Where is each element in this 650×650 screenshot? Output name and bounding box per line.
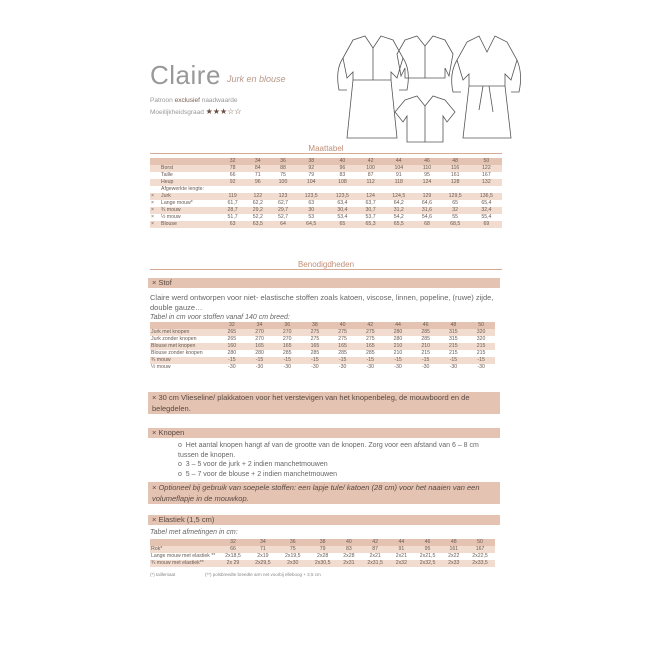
table-cell: 124 bbox=[358, 193, 383, 200]
table-cell: 285 bbox=[365, 350, 375, 356]
table-cell: 79 bbox=[308, 172, 315, 178]
row-marker: × bbox=[150, 221, 160, 228]
table-row bbox=[150, 560, 495, 567]
table-cell: 123 bbox=[270, 193, 295, 200]
table-cell: 320 bbox=[476, 336, 486, 342]
fabric-bar: × Stof bbox=[148, 278, 500, 288]
size-table-body bbox=[150, 165, 502, 228]
table-cell: 280 bbox=[255, 350, 264, 356]
fabric-table-caption: Tabel in cm voor stoffen vanaf 140 cm breed: bbox=[150, 314, 290, 321]
table-cell: 265 bbox=[227, 336, 237, 342]
table-cell: 66 bbox=[218, 546, 248, 553]
table-cell: 165 bbox=[356, 343, 384, 350]
table-cell: 270 bbox=[273, 329, 301, 336]
garment-sketches-illustration bbox=[325, 30, 525, 150]
table-cell: 63 bbox=[220, 221, 245, 228]
table-cell: 64,2 bbox=[393, 200, 404, 206]
table-row bbox=[150, 343, 495, 350]
table-row bbox=[150, 364, 495, 371]
table-cell: 167 bbox=[465, 546, 495, 553]
table-cell: -30 bbox=[421, 364, 430, 370]
table-cell: 31,6 bbox=[414, 207, 439, 214]
table-cell: -30 bbox=[255, 364, 264, 370]
elastic-table bbox=[150, 539, 495, 567]
table-cell: 63 bbox=[308, 200, 315, 206]
divider bbox=[150, 269, 502, 270]
table-cell: 96 bbox=[245, 179, 270, 186]
table-cell: -15 bbox=[273, 357, 301, 364]
table-cell: 161 bbox=[450, 172, 460, 178]
row-label: Rok* bbox=[150, 546, 218, 553]
table-cell: 83 bbox=[338, 546, 361, 553]
table-row bbox=[150, 329, 495, 336]
blouse-sketch-short-sleeve bbox=[395, 96, 455, 142]
table-cell: -30 bbox=[338, 364, 347, 370]
table-row bbox=[150, 214, 502, 221]
table-cell bbox=[358, 186, 383, 193]
row-marker bbox=[150, 172, 160, 179]
table-cell: 63,4 bbox=[337, 200, 348, 206]
table-cell: 275 bbox=[356, 329, 384, 336]
table-cell: 275 bbox=[365, 336, 375, 342]
table-cell: 165 bbox=[246, 343, 274, 350]
table-cell: 129,5 bbox=[440, 193, 471, 200]
table-cell: 2x22 bbox=[448, 553, 460, 559]
elastic-caption: Tabel met afmetingen in cm: bbox=[150, 529, 238, 536]
row-marker bbox=[150, 165, 160, 172]
table-cell: 30,7 bbox=[358, 207, 383, 214]
elastic-bar: × Elastiek (1,5 cm) bbox=[148, 515, 500, 525]
table-cell: 119 bbox=[220, 193, 245, 200]
table-cell: 210 bbox=[393, 350, 403, 356]
table-cell: 95 bbox=[413, 546, 443, 553]
table-cell: 280 bbox=[393, 336, 403, 342]
table-cell: 92 bbox=[220, 179, 245, 186]
table-cell: -30 bbox=[311, 364, 319, 370]
table-cell: 108 bbox=[327, 179, 358, 186]
row-label: Borst bbox=[160, 165, 220, 172]
table-cell: 28,7 bbox=[220, 207, 245, 214]
table-cell bbox=[440, 186, 471, 193]
table-cell: 92 bbox=[296, 165, 327, 172]
table-cell: -30 bbox=[449, 364, 458, 370]
table-cell: 270 bbox=[282, 336, 292, 342]
table-cell: 129 bbox=[414, 193, 439, 200]
table-cell: -15 bbox=[329, 357, 357, 364]
table-cell: 112 bbox=[358, 179, 383, 186]
table-cell: 75 bbox=[280, 172, 286, 178]
table-cell: 215 bbox=[476, 350, 486, 356]
table-cell: 68 bbox=[414, 221, 439, 228]
row-marker: × bbox=[151, 200, 155, 206]
table-cell: 2x31,5 bbox=[360, 560, 390, 567]
table-cell: 71 bbox=[254, 172, 261, 178]
table-cell: 53,7 bbox=[365, 214, 376, 220]
table-cell bbox=[245, 186, 270, 193]
elastic-table-header-row: 32 34 36 38 40 42 44 46 48 50 bbox=[150, 539, 495, 546]
table-cell: 69 bbox=[471, 221, 502, 228]
table-cell: 270 bbox=[255, 336, 264, 342]
table-cell: -15 bbox=[384, 357, 412, 364]
table-cell: 54,2 bbox=[393, 214, 404, 220]
table-row bbox=[150, 200, 502, 207]
table-row bbox=[150, 207, 502, 214]
footnote-left: (*) taillemaat bbox=[150, 572, 176, 577]
table-cell: 71 bbox=[248, 546, 278, 553]
table-cell: 2x19 bbox=[257, 553, 269, 559]
row-marker bbox=[150, 186, 160, 193]
table-row bbox=[150, 350, 495, 357]
table-cell: 32,4 bbox=[471, 207, 502, 214]
table-row bbox=[150, 221, 502, 228]
difficulty-stars-icon: ★★★☆☆ bbox=[205, 107, 242, 116]
table-cell: 29,2 bbox=[245, 207, 270, 214]
table-cell: 68,5 bbox=[440, 221, 471, 228]
table-cell: 2x19,5 bbox=[284, 553, 301, 559]
table-cell: 66 bbox=[229, 172, 236, 178]
table-cell: 210 bbox=[412, 343, 440, 350]
table-cell: 84 bbox=[245, 165, 270, 172]
row-label: ½ mouw bbox=[161, 214, 181, 220]
table-cell: 270 bbox=[246, 329, 274, 336]
row-label: Jurk zonder knopen bbox=[151, 336, 197, 342]
table-cell bbox=[383, 186, 414, 193]
table-cell: 165 bbox=[273, 343, 301, 350]
difficulty-row: Moeilijkheidsgraad ★★★☆☆ bbox=[150, 107, 242, 116]
table-cell: 275 bbox=[310, 336, 320, 342]
table-cell: 63,5 bbox=[245, 221, 270, 228]
table-cell: -30 bbox=[394, 364, 402, 370]
row-label: Blouse met knopen bbox=[150, 343, 218, 350]
table-row bbox=[150, 165, 502, 172]
table-cell bbox=[414, 186, 439, 193]
table-cell: 124 bbox=[414, 179, 439, 186]
table-cell: 161 bbox=[443, 546, 466, 553]
table-cell: 215 bbox=[421, 350, 430, 356]
table-cell: -15 bbox=[412, 357, 440, 364]
table-cell: 167 bbox=[482, 172, 491, 178]
table-cell: 275 bbox=[329, 329, 357, 336]
table-cell: 65 bbox=[327, 221, 358, 228]
table-cell: 53 bbox=[308, 214, 315, 220]
table-cell: 2x28 bbox=[343, 553, 355, 559]
table-row bbox=[150, 179, 502, 186]
footnote-right: (**) polsbreedte breedte arm net voorbij elleboog + 3,5 cm bbox=[205, 572, 321, 577]
row-label: Afgewerkte lengte: bbox=[161, 186, 204, 192]
table-cell: 52,7 bbox=[277, 214, 289, 220]
list-item: o 3 – 5 voor de jurk + 2 indien manchetmouwen bbox=[178, 461, 328, 468]
table-row bbox=[150, 357, 495, 364]
elastic-table-body bbox=[150, 546, 495, 567]
table-cell: 2x33,5 bbox=[465, 560, 495, 567]
table-cell: -15 bbox=[218, 357, 246, 364]
table-cell: 53,4 bbox=[337, 214, 348, 220]
table-cell: -15 bbox=[356, 357, 384, 364]
row-label: Jurk bbox=[160, 193, 220, 200]
table-cell: 30 bbox=[296, 207, 327, 214]
table-cell: 88 bbox=[270, 165, 295, 172]
blouse-sketch-top bbox=[397, 36, 453, 78]
table-cell: 215 bbox=[449, 350, 458, 356]
size-table bbox=[150, 158, 502, 228]
fabric-table-header-row: 32 34 36 38 40 42 44 46 48 50 bbox=[150, 322, 495, 329]
table-cell: 110 bbox=[414, 165, 439, 172]
table-cell: 87 bbox=[360, 546, 390, 553]
row-label: Blouse zonder knopen bbox=[151, 350, 203, 356]
table-cell: 2x33 bbox=[443, 560, 466, 567]
table-cell: -15 bbox=[246, 357, 274, 364]
table-cell: -30 bbox=[228, 364, 236, 370]
table-cell: 123,5 bbox=[327, 193, 358, 200]
table-cell: 64 bbox=[270, 221, 295, 228]
table-cell: 78 bbox=[220, 165, 245, 172]
table-cell: 285 bbox=[282, 350, 292, 356]
size-table-heading: Maattabel bbox=[308, 144, 344, 153]
row-label: ¾ mouw met elastiek** bbox=[150, 560, 218, 567]
table-cell: 124,5 bbox=[383, 193, 414, 200]
table-cell: 30,4 bbox=[327, 207, 358, 214]
dress-sketch-back bbox=[452, 36, 521, 138]
table-cell: 54,6 bbox=[421, 214, 433, 220]
table-cell: 165 bbox=[329, 343, 357, 350]
table-cell: 215 bbox=[467, 343, 495, 350]
table-cell: 215 bbox=[440, 343, 468, 350]
table-cell: 29,7 bbox=[270, 207, 295, 214]
size-table-header-row: 32 34 36 38 40 42 44 46 48 50 bbox=[150, 158, 502, 165]
table-cell: 62,2 bbox=[252, 200, 263, 206]
fabric-table-body bbox=[150, 329, 495, 371]
table-cell: 79 bbox=[308, 546, 338, 553]
table-cell: 2x21 bbox=[395, 553, 407, 559]
table-cell: -30 bbox=[477, 364, 485, 370]
table-cell: 75 bbox=[278, 546, 308, 553]
table-cell: 83 bbox=[339, 172, 346, 178]
table-cell: 100 bbox=[358, 165, 383, 172]
table-cell: 2x32,5 bbox=[413, 560, 443, 567]
row-label: ¾ mouw bbox=[150, 357, 218, 364]
table-cell bbox=[220, 186, 245, 193]
table-cell: 96 bbox=[327, 165, 358, 172]
table-cell bbox=[471, 186, 502, 193]
table-cell: 122 bbox=[245, 193, 270, 200]
table-cell: 63,7 bbox=[365, 200, 376, 206]
table-cell: 320 bbox=[467, 329, 495, 336]
table-cell: 2x18,5 bbox=[225, 553, 241, 559]
fabric-text: Claire werd ontworpen voor niet- elastische stoffen zoals katoen, viscose, linnen, popeline, (ruwe) zijde, double gauze… bbox=[150, 293, 494, 312]
table-cell: -30 bbox=[366, 364, 375, 370]
table-cell: 280 bbox=[384, 329, 412, 336]
optional-bar: × Optioneel bij gebruik van soepele stoffen: een lapje tule/ katoen (28 cm) voor het naaien van een volumeflapje in de mouwkop. bbox=[148, 482, 500, 504]
list-item: o Het aantal knopen hangt af van de grootte van de knopen. Zorg voor een afstand van 6 – 8 cm tussen de knopen. bbox=[178, 442, 479, 459]
pattern-note: Patroon exclusief naadwaarde bbox=[150, 97, 238, 104]
table-cell: 2x30 bbox=[278, 560, 308, 567]
table-cell: -15 bbox=[440, 357, 468, 364]
page-title: Claire bbox=[150, 60, 221, 90]
row-marker bbox=[150, 179, 160, 186]
table-cell: 2x30,5 bbox=[308, 560, 338, 567]
table-cell: 64,5 bbox=[296, 221, 327, 228]
table-cell: 55 bbox=[452, 214, 459, 220]
divider bbox=[150, 153, 502, 154]
table-cell: 285 bbox=[310, 350, 320, 356]
table-cell: 65,4 bbox=[481, 200, 492, 206]
table-cell: 65 bbox=[452, 200, 459, 206]
table-cell: 61,7 bbox=[227, 200, 238, 206]
table-cell: 132 bbox=[471, 179, 502, 186]
table-cell: 118 bbox=[383, 179, 414, 186]
table-cell: 55,4 bbox=[481, 214, 492, 220]
table-cell bbox=[270, 186, 295, 193]
table-cell: 65,5 bbox=[383, 221, 414, 228]
table-cell: 315 bbox=[440, 329, 468, 336]
table-cell: 128 bbox=[440, 179, 471, 186]
row-label: ½ mouw bbox=[151, 364, 171, 370]
table-cell: 32 bbox=[440, 207, 471, 214]
table-cell: -15 bbox=[467, 357, 495, 364]
table-row bbox=[150, 186, 502, 193]
fabric-table bbox=[150, 322, 495, 371]
page-subtitle: Jurk en blouse bbox=[227, 74, 286, 84]
table-cell: 51,7 bbox=[227, 214, 238, 220]
table-cell: 275 bbox=[338, 336, 347, 342]
buttons-list bbox=[178, 441, 498, 479]
row-label: Lange mouw* bbox=[161, 200, 193, 206]
row-marker: × bbox=[150, 207, 160, 214]
table-cell: 123,5 bbox=[296, 193, 327, 200]
table-cell: 2x21,5 bbox=[419, 553, 436, 559]
table-cell: 136,5 bbox=[471, 193, 502, 200]
table-row bbox=[150, 336, 495, 343]
interfacing-bar: × 30 cm Vlieseline/ plakkatoen voor het verstevigen van het knopenbeleg, de mouwboord en de belegdelen. bbox=[148, 392, 500, 414]
row-label: Lange mouw met elastiek ** bbox=[151, 553, 216, 559]
table-cell: 91 bbox=[395, 172, 402, 178]
table-row bbox=[150, 172, 502, 179]
table-cell: 315 bbox=[449, 336, 458, 342]
row-label: Taille bbox=[161, 172, 173, 178]
row-label: Blouse bbox=[160, 221, 220, 228]
table-cell: 2x28 bbox=[317, 553, 329, 559]
table-row bbox=[150, 193, 502, 200]
table-cell: 2x31 bbox=[338, 560, 361, 567]
table-row bbox=[150, 553, 495, 560]
table-cell: 31,2 bbox=[383, 207, 414, 214]
table-cell: 210 bbox=[384, 343, 412, 350]
table-cell bbox=[327, 186, 358, 193]
table-cell: 91 bbox=[390, 546, 413, 553]
table-cell: 2x32 bbox=[390, 560, 413, 567]
row-marker: × bbox=[151, 214, 155, 220]
table-cell: 165 bbox=[301, 343, 329, 350]
row-label: Heup bbox=[160, 179, 220, 186]
table-cell: 116 bbox=[440, 165, 471, 172]
table-cell: 2x29,5 bbox=[248, 560, 278, 567]
table-cell: -30 bbox=[283, 364, 291, 370]
table-cell: 265 bbox=[218, 329, 246, 336]
table-cell: 104 bbox=[296, 179, 327, 186]
table-cell: 2x22,5 bbox=[472, 553, 488, 559]
table-cell bbox=[296, 186, 327, 193]
table-cell: 65,3 bbox=[358, 221, 383, 228]
row-label: Jurk met knopen bbox=[150, 329, 218, 336]
table-cell: 95 bbox=[424, 172, 430, 178]
dress-sketch-front bbox=[338, 36, 409, 138]
buttons-bar: × Knopen bbox=[148, 428, 500, 438]
table-cell: 275 bbox=[301, 329, 329, 336]
table-cell: 2x 29 bbox=[218, 560, 248, 567]
table-cell: 64,6 bbox=[421, 200, 433, 206]
table-cell: 62,7 bbox=[277, 200, 289, 206]
table-cell: 2x21 bbox=[369, 553, 381, 559]
row-marker: × bbox=[150, 193, 160, 200]
table-cell: 285 bbox=[412, 329, 440, 336]
supplies-heading: Benodigdheden bbox=[297, 260, 355, 269]
table-cell: 280 bbox=[227, 350, 237, 356]
table-cell: -15 bbox=[301, 357, 329, 364]
row-label: ¾ mouw bbox=[160, 207, 220, 214]
table-cell: 285 bbox=[421, 336, 430, 342]
table-cell: 52,2 bbox=[252, 214, 263, 220]
table-cell: 100 bbox=[270, 179, 295, 186]
table-cell: 285 bbox=[338, 350, 347, 356]
list-item: o 5 – 7 voor de blouse + 2 indien manchetmouwen bbox=[178, 470, 337, 478]
table-cell: 160 bbox=[218, 343, 246, 350]
table-cell: 122 bbox=[471, 165, 502, 172]
table-cell: 87 bbox=[367, 172, 374, 178]
table-row bbox=[150, 546, 495, 553]
table-cell: 104 bbox=[383, 165, 414, 172]
